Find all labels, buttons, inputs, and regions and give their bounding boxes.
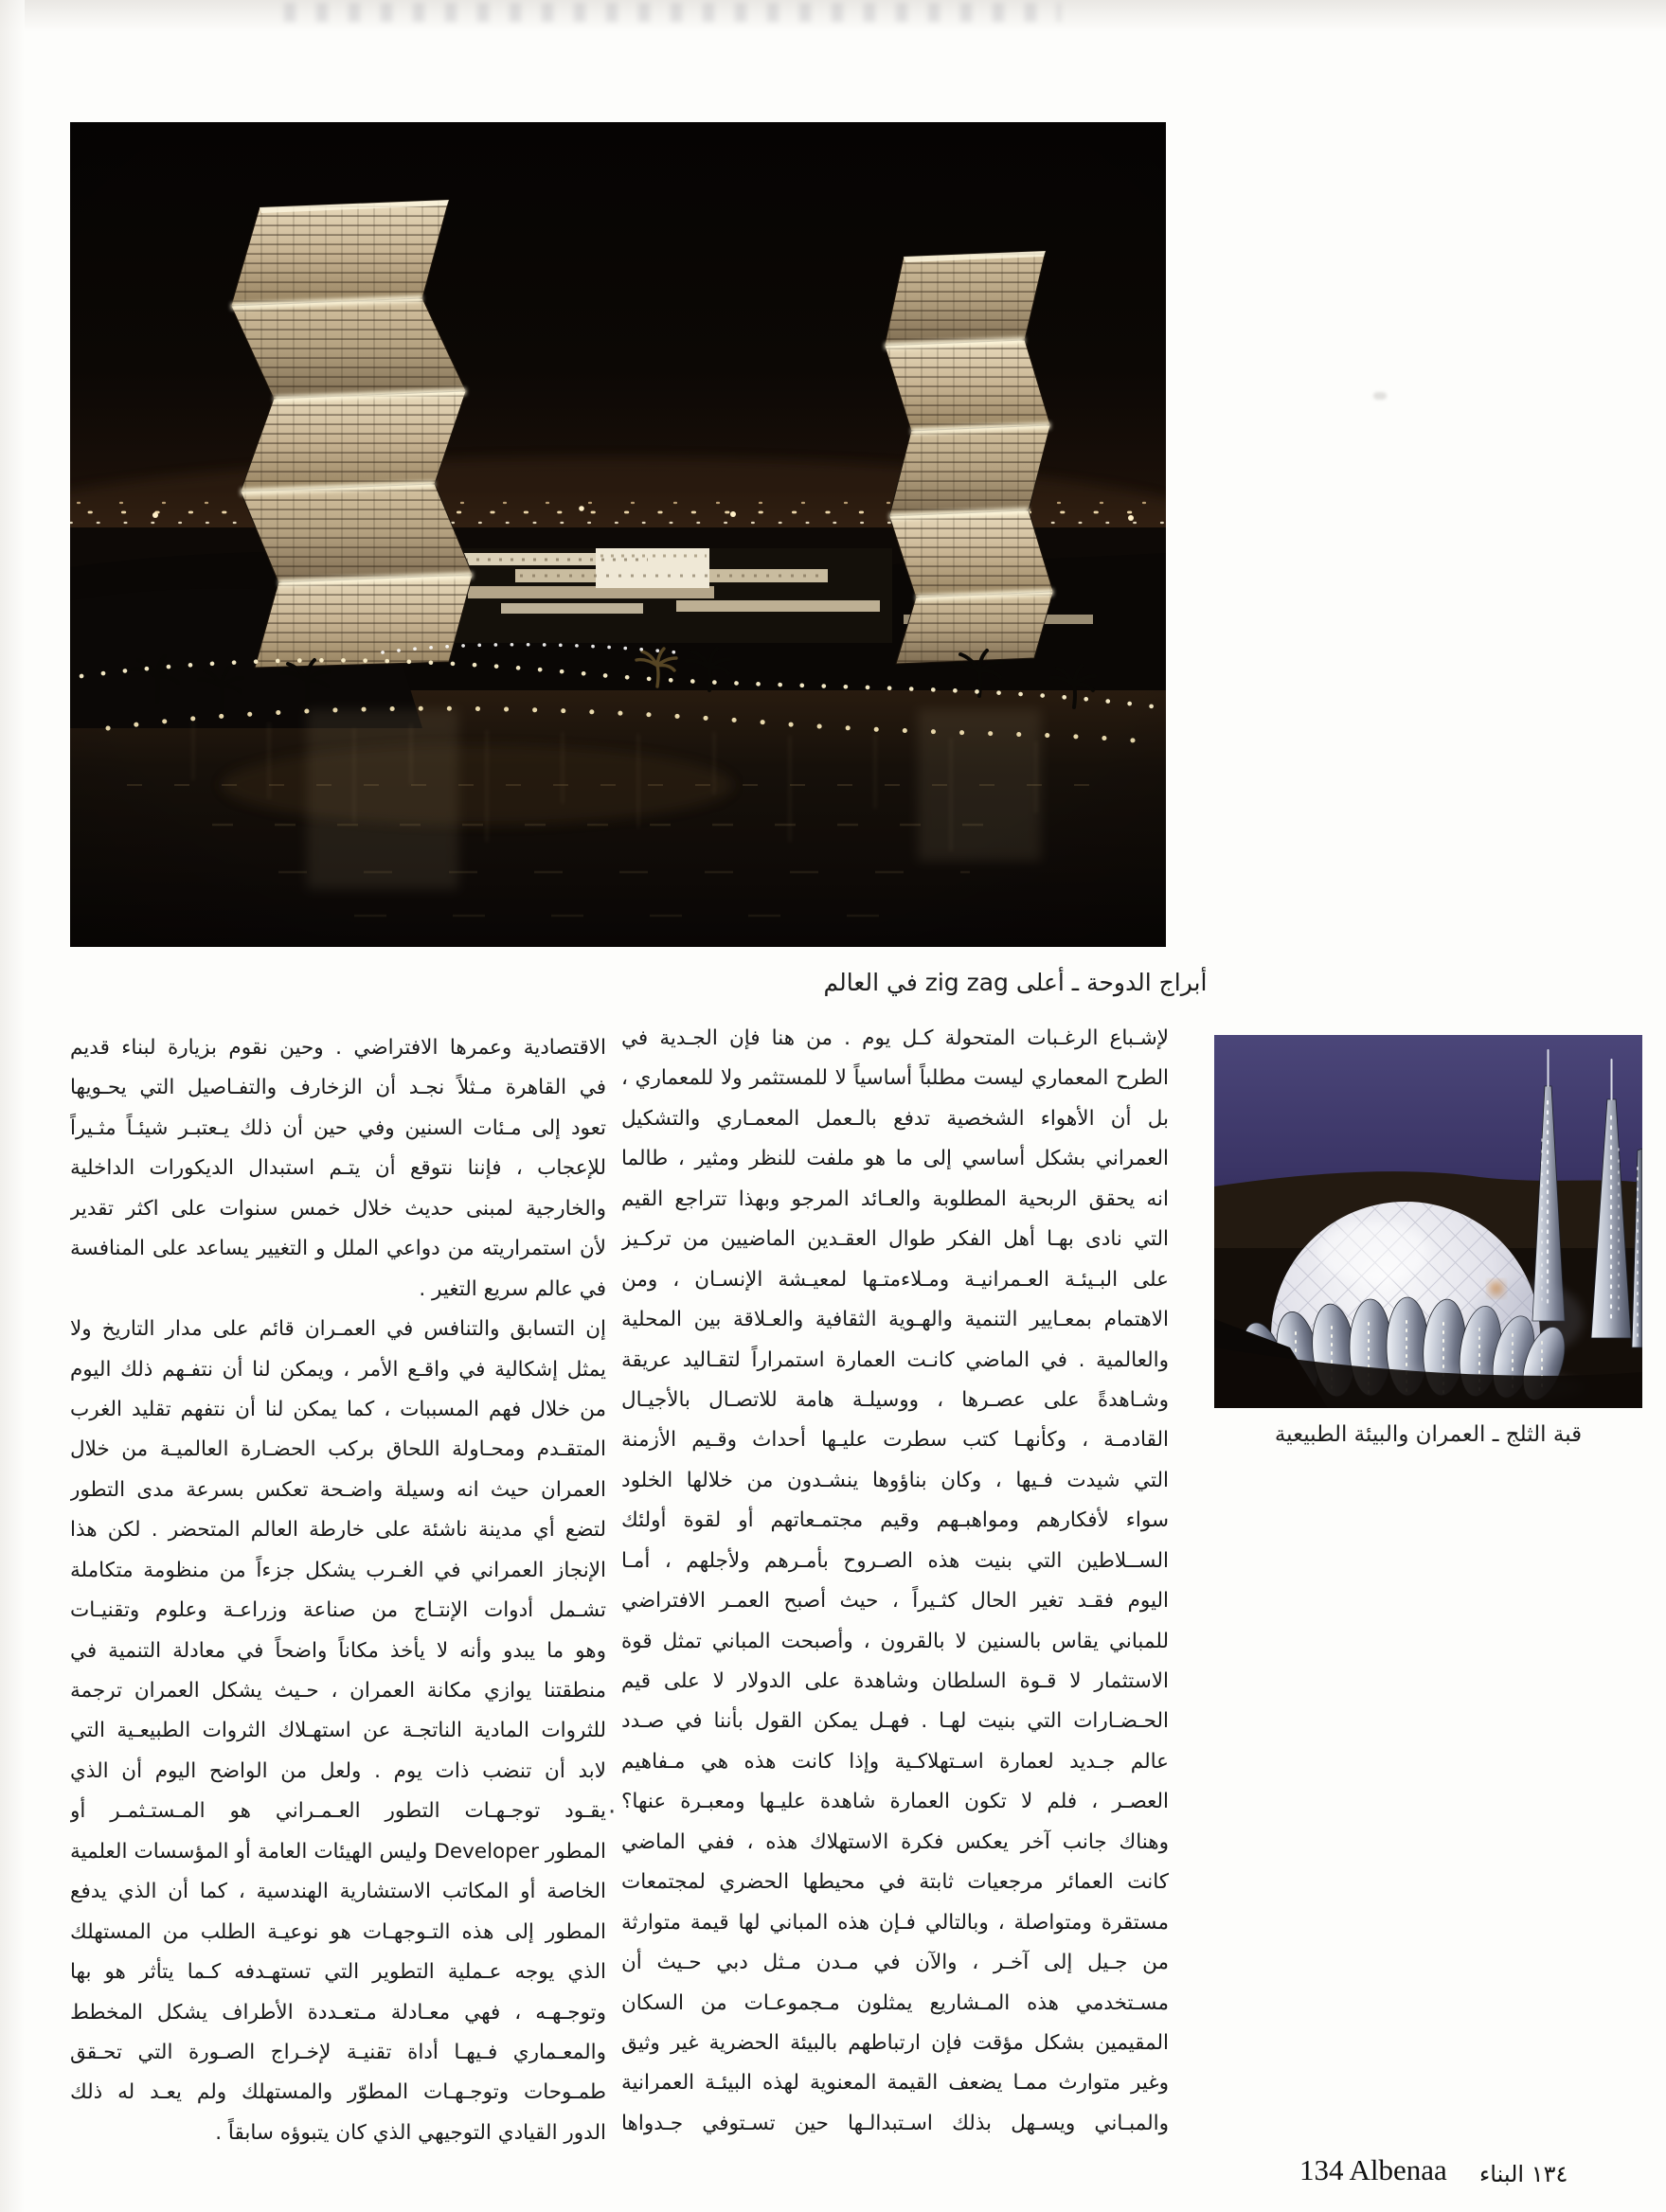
snow-dome-image [1214,1035,1642,1408]
text-line: للمباني يقاس بالسنين لا بالقرون ، وأصبحت المباني تمثل قوة [621,1629,1169,1653]
main-photo [70,122,1166,947]
text-line: المقيمين بشكل مؤقت فإن ارتباطهم بالبيئة الحضرية غير وثيق [621,2030,1169,2055]
text-line: الاستثمار لا قـوة السلطان وشاهدة على الدولار لا على قيم [621,1669,1169,1693]
text-line: والخارجية لمبنى حديث خلال خمس سنوات على اكثر تقدير [70,1196,606,1221]
bleedthrough-text-artifact [284,3,1061,22]
text-line: للإعجاب ، فإننا نتوقع أن يتـم استبدال الديكورات الداخلية [70,1156,606,1181]
text-line: العمراني بشكل أساسي إلى ما هو ملفت للنظر ومثير ، طالما [621,1147,1169,1171]
text-line: الخاصة أو المكاتب الاستشارية الهندسية ، كما أن الذي يدفع [70,1880,606,1904]
stray-dot-artifact: · [608,1798,617,1827]
text-line: يمثل إشكالية في واقـع الأمر ، ويمكن لنا أن نتفـهم ذلك اليوم [70,1357,606,1382]
text-line: لأن استمراريته من دواعي الملل و التغيير يساعد على المنافسة [70,1237,606,1261]
text-line: طمـوحات وتوجـهـات المطوّر والمستهلك ولم يعـد له ذلك [70,2080,606,2105]
text-line: القادمـة ، وكأنهـا كتب سطرت عليـها أحداث وقـيم الأزمنة [621,1428,1169,1453]
text-line: وهناك جانب آخر يعكس فكرة الاستهلاك هذه ، ففي الماضي [621,1829,1169,1854]
text-line: الحـضـارات التي بنيت لهـا . فهـل يمكن القول بأننا في صـدد [621,1709,1169,1734]
text-line: والمبـاني ويسـهل بذلك اسـتبدالـها حين تسـتوفي جـدواها [621,2111,1169,2135]
main-photo-caption: أبراج الدوحة ـ أعلى zig zag في العالم [823,969,1208,996]
text-line: لابد أن تنضب ذات يوم . ولعل من الواضح اليوم أن الذي [70,1758,606,1783]
text-line: مسـتخدمي هذه المـشاريع يمثلون مـجموعـات من السكان [621,1990,1169,2015]
article-column-right [621,1019,1169,2144]
text-line: منطقتنا يوازي مكانة العمران ، حـيث يشكل العمران ترجمة [70,1679,606,1703]
text-line: المطور Developer وليس الهيئات العامة أو المؤسسات العلمية [70,1839,606,1864]
scan-left-edge-artifact [0,0,25,2212]
margin-smudge-artifact [1373,392,1387,400]
text-line: للثروات المادية الناتجـة عن استهـلاك الثروات الطبيعـية التي [70,1719,606,1743]
text-line: والمعـماري فـيهـا أداة تقنيـة لإخـراج الصـورة التي تحـقق [70,2040,606,2064]
text-line: المتقـدم ومحـاولة اللحاق بركب الحضـارة العالميـة من خلال [70,1437,606,1462]
text-line: مستقرة ومتواصلة ، وبالتالي فـإن هذه المباني لها قيمة متوارثة [621,1910,1169,1935]
text-line: الاقتصادية وعمرها الافتراضي . وحين نقوم بزيارة لبناء قديم [70,1036,606,1060]
text-line: التي نادى بهـا أهل الفكر طوال العقـدين الماضيين من تركـيز [621,1227,1169,1252]
text-line: الدور القيادي التوجيهي الذي كان يتبوؤه سابقاً . [215,2120,606,2145]
text-line: الذي يوجه عـملية التطوير التي تستهـدفه كـما يتأثر هو بها [70,1960,606,1985]
page-number-english: 134 Albenaa [1299,2153,1447,2186]
text-line: وهو ما يبدو وأنه لا يأخذ مكاناً واضحاً في معادلة التنمية في [70,1638,606,1663]
text-line: الإنجاز العمراني في الغـرب يشكل جزءاً من منظومة متكاملة [70,1558,606,1582]
text-line: سواء لأفكارهم ومواهبـهم وقيم مجتمـعاتهم أو لقوة أولئك [621,1508,1169,1533]
text-line: التي شيدت فـيها ، وكان بناؤوها ينشـدون من خلالها الخلود [621,1468,1169,1492]
text-line: والعالمية . في الماضي كانـت العمارة استمراراً لتقـاليد عريقة [621,1347,1169,1372]
text-line: الطرح المعماري ليست مطلباً أساسياً لا للمستثمر ولا للمعماري ، [621,1066,1169,1091]
text-line: على البـيئـة العـمرانيـة ومـلاءمتـها لمعيـشة الإنسـان ، ومن [621,1267,1169,1292]
text-line: تعود إلى مـئات السنين وفي حين أن ذلك يـعتبـر شيئـاً مثـيراً [70,1115,606,1140]
text-line: من جـيل إلى آخـر ، والآن في مـدن مـثل دبي حـيث أن [621,1951,1169,1975]
dome-photo-caption: قبة الثلج ـ العمران والبيئة الطبيعية [1274,1422,1583,1447]
text-line: لإشـباع الرغـبات المتحولة كـل يوم . من هنا فإن الجـدية في [621,1026,1169,1050]
article-column-left [70,1028,606,2153]
text-line: وغير متوارث ممـا يضعف القيمة المعنوية لهذه البيئـة العمرانية [621,2071,1169,2096]
dome-photo [1214,1035,1642,1408]
text-line: بل أن الأهواء الشخصية تدفع بالـعمل المعمـاري والتشكيل [621,1106,1169,1131]
text-line: تشـمل أدوات الإنتـاج من صناعة وزراعـة وعلوم وتقنيـات [70,1598,606,1623]
text-line: المطور إلى هذه التـوجهـات هو نوعيـة الطلب من المستهلك [70,1919,606,1944]
text-line: كانت العمائر مرجعيات ثابتة في محيطها الحضري لمجتمعات [621,1870,1169,1895]
text-line: عالم جـديد لعمارة اسـتهلاكـية وإذا كانت هذه هي مـفاهيم [621,1749,1169,1774]
text-line: إن التسابق والتنافس في العمـران قائم على مدار التاريخ ولا [70,1317,606,1342]
doha-towers-night-image [70,122,1166,947]
text-line: من خلال فهم المسببات ، كما يمكن لنا أن نتفهم تقليد الغرب [70,1397,606,1421]
text-line: في عالم سريع التغير . [419,1276,606,1301]
text-line: يقـود توجـهـات التطور العـمـراني هو المـستـثمـر أو [70,1799,606,1824]
text-line: لتضع أي مدينة ناشئة على خارطة العالم المتحضر . لكن هذا [70,1518,606,1543]
text-line: العصـر ، فلم لا تكون العمارة شاهدة عليـها ومعبـرة عنها؟ [621,1790,1169,1814]
text-line: وشـاهدةً على عصـرها ، ووسيلـة هامة للاتصـال بالأجيـال [621,1387,1169,1412]
text-line: العمران حيث انه وسيلة واضـحة تعكس بسرعة مدى التطور [70,1477,606,1502]
page-number-arabic: ١٣٤ البناء [1479,2161,1568,2187]
text-line: وتوجـهـه ، فهي معـادلة مـتعـددة الأطراف يشكل المخطط [70,2000,606,2025]
text-line: الاهتمام بمعـايير التنمية والهـوية الثقافية والعـلاقة بين المحلية [621,1308,1169,1332]
text-line: الســلاطين التي بنيت هذه الصـروح بأمـرهم ولأجلهم ، أمـا [621,1548,1169,1573]
text-line: انه يحقق الربحية المطلوبة والعـائد المرجو وبهذا تتراجع القيم [621,1186,1169,1211]
text-line: في القاهرة مـثلاً نجـد أن الزخارف والتفـاصيل التي يحـويها [70,1076,606,1100]
text-line: اليوم فقـد تغير الحال كثـيراً ، حيث أصبح العمـر الافتراضي [621,1589,1169,1614]
